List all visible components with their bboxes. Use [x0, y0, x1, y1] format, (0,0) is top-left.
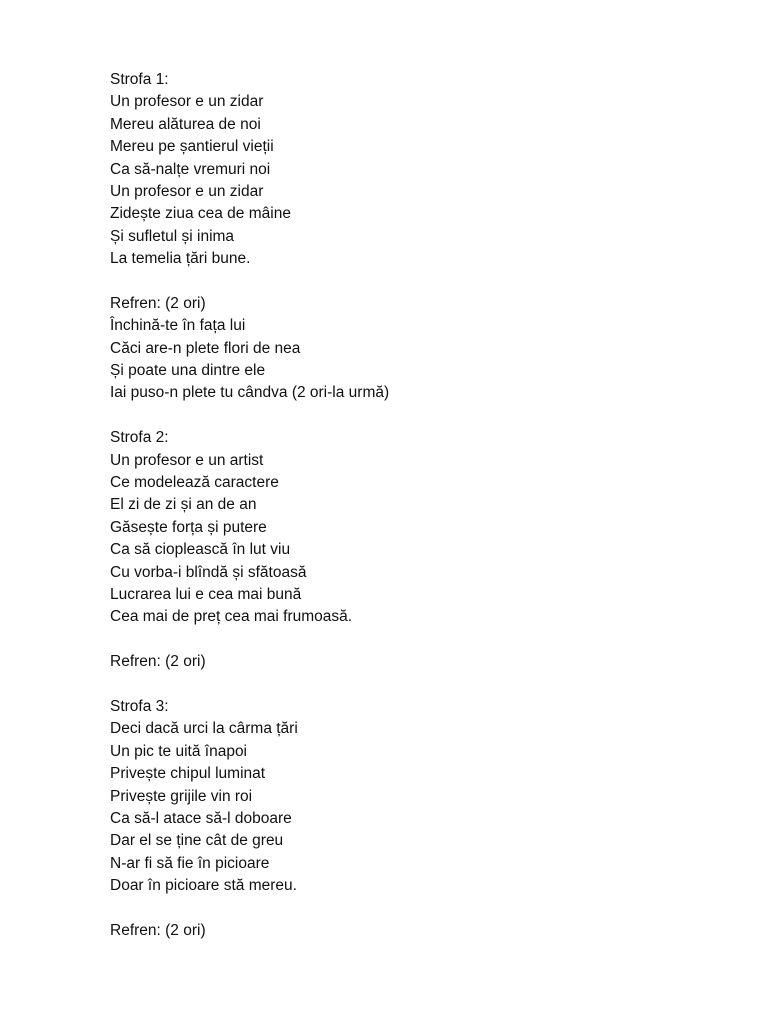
verse-line: Privește grijile vin roi — [110, 787, 253, 805]
section-refren — [110, 293, 389, 405]
verse-line: Cu vorba-i blîndă și sfătoasă — [110, 563, 307, 581]
verse-line: Un profesor e un zidar — [110, 93, 264, 111]
verse-line: Ce modelează caractere — [110, 474, 279, 492]
verse-line: Zidește ziua cea de mâine — [110, 205, 291, 223]
verse-line: Ca să-nalțe vremuri noi — [110, 160, 271, 178]
verse-line: Mereu alăturea de noi — [110, 115, 261, 133]
section-refren-repeat-1 — [110, 651, 389, 673]
verse-line: Închină-te în fața lui — [110, 317, 246, 335]
verse-line: Căci are-n plete flori de nea — [110, 339, 301, 357]
section-strofa-2 — [110, 427, 389, 629]
spacer — [110, 271, 389, 293]
verse-line: Un profesor e un artist — [110, 451, 264, 469]
section-label: Refren: (2 ori) — [110, 921, 206, 939]
verse-line: Mereu pe șantierul vieții — [110, 138, 274, 156]
verse-line: Ca să-l atace să-l doboare — [110, 809, 292, 827]
verse-line: Lucrarea lui e cea mai bună — [110, 585, 302, 603]
verse-line: Privește chipul luminat — [110, 765, 266, 783]
section-label: Refren: (2 ori) — [110, 294, 206, 312]
section-label: Strofa 3: — [110, 697, 169, 715]
verse-line: Ca să cioplească în lut viu — [110, 541, 291, 559]
verse-line: Și sufletul și inima — [110, 227, 235, 245]
verse-line: Un profesor e un zidar — [110, 182, 264, 200]
verse-line: Deci dacă urci la cârma țări — [110, 720, 298, 738]
section-refren-repeat-2 — [110, 920, 389, 942]
verse-line: El zi de zi și an de an — [110, 496, 257, 514]
spacer — [110, 674, 389, 696]
lyrics-text — [110, 69, 389, 942]
spacer — [110, 629, 389, 651]
spacer — [110, 405, 389, 427]
verse-line: Dar el se ține cât de greu — [110, 832, 284, 850]
verse-line: La temelia țări bune. — [110, 250, 251, 268]
section-strofa-1 — [110, 69, 389, 271]
verse-line: N-ar fi să fie în picioare — [110, 854, 270, 872]
section-label: Refren: (2 ori) — [110, 653, 206, 671]
verse-line: Cea mai de preț cea mai frumoasă. — [110, 608, 353, 626]
section-label: Strofa 2: — [110, 429, 169, 447]
section-strofa-3 — [110, 696, 389, 898]
verse-line: Doar în picioare stă mereu. — [110, 877, 297, 895]
verse-line: Un pic te uită înapoi — [110, 742, 248, 760]
spacer — [110, 897, 389, 919]
verse-line: Găsește forța și putere — [110, 518, 267, 536]
section-label: Strofa 1: — [110, 71, 169, 88]
verse-line: Și poate una dintre ele — [110, 362, 266, 380]
verse-line: Iai puso-n plete tu cândva (2 ori-la urmă) — [110, 384, 390, 402]
